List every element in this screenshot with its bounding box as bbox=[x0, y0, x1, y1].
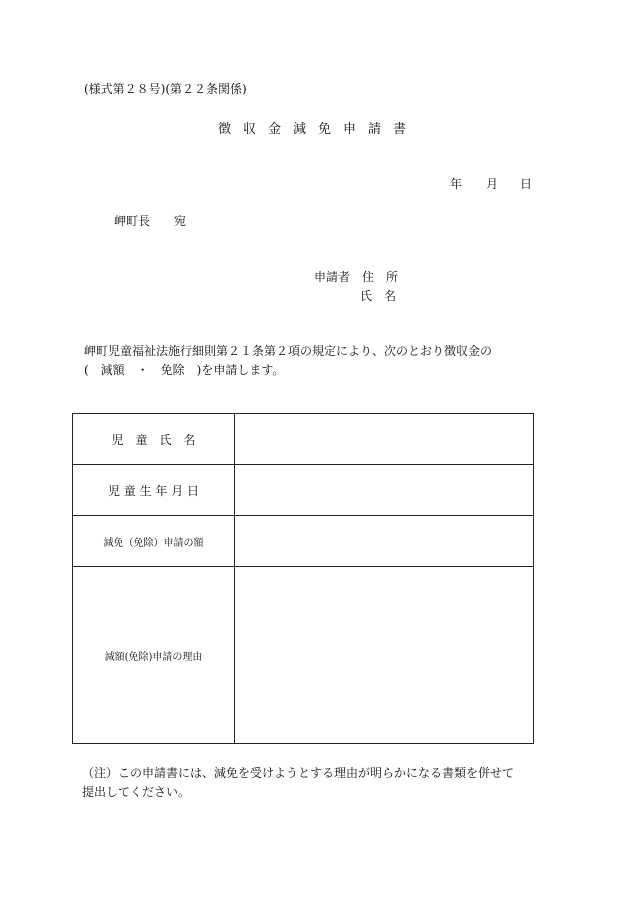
note-line-1: （注）この申請書には、減免を受けようとする理由が明らかになる書類を併せて bbox=[82, 766, 515, 780]
form-number: (様式第２８号)(第２２条関係) bbox=[84, 82, 247, 96]
applicant-address-label: 申請者 住 所 bbox=[314, 270, 399, 284]
table-row bbox=[73, 465, 534, 516]
application-form-table bbox=[72, 413, 534, 744]
statement-line-1: 岬町児童福祉法施行細則第２１条第２項の規定により、次のとおり徴収金の bbox=[84, 344, 493, 358]
child-name-field[interactable] bbox=[235, 414, 534, 465]
child-name-label: 児 童 氏 名 bbox=[73, 414, 235, 465]
date-month-label: 月 bbox=[486, 177, 499, 191]
table-row bbox=[73, 516, 534, 567]
table-row bbox=[73, 414, 534, 465]
date-day-label: 日 bbox=[520, 177, 533, 191]
application-statement bbox=[84, 342, 554, 380]
reduction-reason-label: 減額(免除)申請の理由 bbox=[73, 567, 235, 744]
note-line-2: 提出してください。 bbox=[82, 785, 191, 799]
addressee: 岬町長 宛 bbox=[114, 214, 187, 228]
document-title: 徴収金減免申請書 bbox=[217, 122, 418, 137]
reduction-reason-field[interactable] bbox=[235, 567, 534, 744]
reduction-amount-field[interactable] bbox=[235, 516, 534, 567]
child-birthdate-field[interactable] bbox=[235, 465, 534, 516]
reduction-amount-label: 減免（免除）申請の額 bbox=[73, 516, 235, 567]
note bbox=[82, 764, 514, 802]
child-birthdate-label: 児 童 生 年 月 日 bbox=[73, 465, 235, 516]
date-row bbox=[450, 175, 532, 192]
applicant-name-label: 氏 名 bbox=[360, 289, 397, 303]
statement-line-2: ( 減額 ・ 免除 )を申請します。 bbox=[84, 363, 285, 377]
table-row bbox=[73, 567, 534, 744]
date-year-label: 年 bbox=[450, 177, 463, 191]
